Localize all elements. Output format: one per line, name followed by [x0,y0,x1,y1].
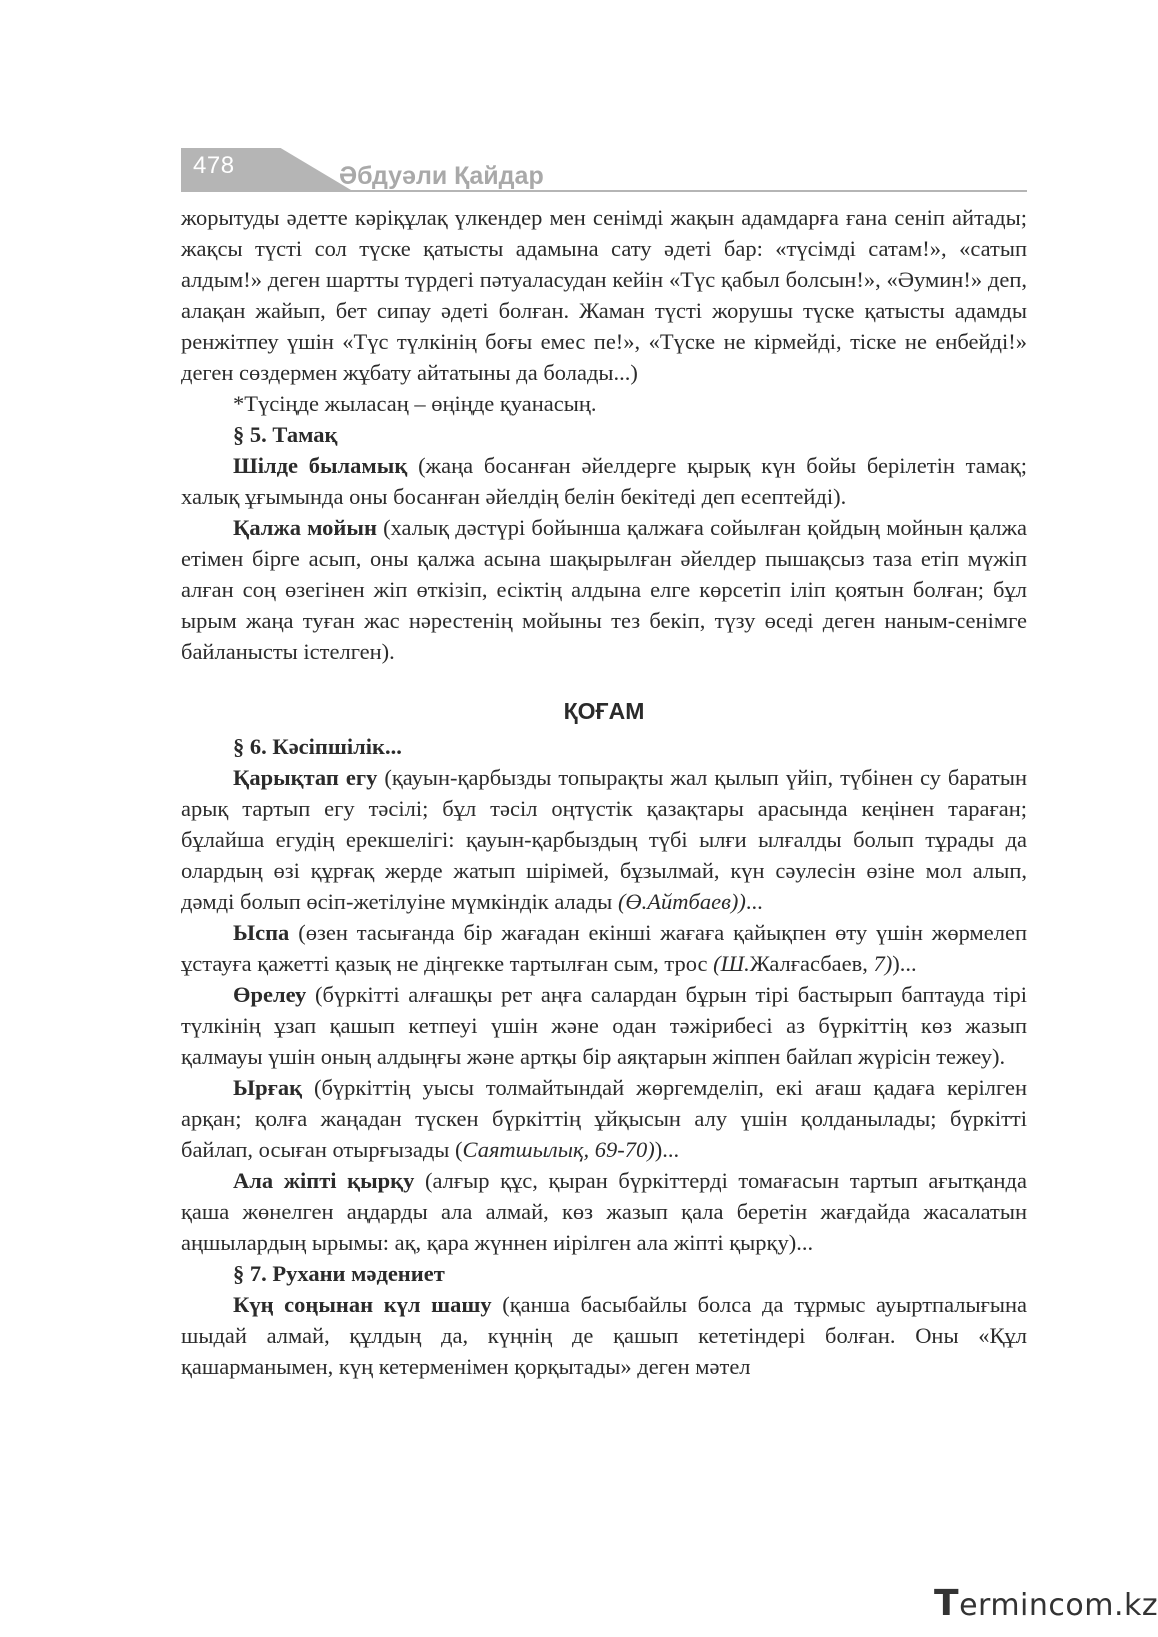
entry-term: Ырғақ [233,1075,303,1100]
entry-term: Шілде быламық [233,453,408,478]
page-body [181,202,1027,1382]
paragraph: жорытуды әдетте кәріқұлақ үлкендер мен сенімді жақын адамдарға ғана сеніп айтады; жақсы түсті сол түске қатысты адамына сату әдеті бар: «түсімді сатам!», «сатып алдым!» деген шартты түрдегі пәтуаласудан кейін «Түс қабыл болсын!», «Әумин!» деп, алақан жайып, бет сипау әдеті болған. Жаман түсті жорушы түске қатысты адамды ренжітпеу үшін «Түс түлкінің боғы емес пе!», «Түске не кірмейді, тіске не енбейді!» деген сөздермен жұбату айтатыны да болады...) [181,205,1027,385]
entry-paragraph: Күң соңынан күл шашу (қанша басыбайлы болса да тұрмыс ауыртпалығына шыдай алмай, құлдың да, күңнің де қашып кететіндері болған. Оны «Құл қашарманымен, күң кетерменімен қорқытады» деген мәтел [181,1292,1027,1379]
entry-paragraph: Ыспа (өзен тасығанда бір жағадан екінші жағаға қайықпен өту үшін жөрмелеп ұстауға қажетті қазық не діңгекке тартылған сым, трос (Ш.Жалғасбаев, 7))... [181,920,1027,976]
entry-term: Қалжа мойын [233,515,377,540]
running-header [181,148,1027,196]
section-title: ҚОҒАМ [563,698,645,724]
entry-term: Ыспа [233,920,290,945]
entry-paragraph: Ала жіпті қырқу (алғыр құс, қыран бүркіттерді томағасын тартып ағытқанда қаша жөнелген аңдарды ала алмай, көз жазып қала беретін жағдайда жасалатын аңшылардың ырымы: ақ, қара жүннен иірілген ала жіпті қырқу)... [181,1168,1027,1255]
entry-term: Өрелеу [233,982,307,1007]
entry-term: Ала жіпті қырқу [233,1168,415,1193]
subsection-heading: § 7. Рухани мәдениет [233,1261,445,1286]
header-rule [181,190,1027,192]
subsection-heading: § 5. Тамақ [233,422,338,447]
page-number: 478 [193,152,235,179]
paragraph-proverb: *Түсіңде жыласаң – өңіңде қуанасың. [233,391,597,416]
entry-paragraph: Ырғақ (бүркіттің уысы толмайтындай жөргемделіп, екі ағаш қадаға керілген арқан; қолға жаңадан түскен бүркіттің ұйқысын алу үшін қолданылады; бүркітті байлап, осыған отырғызады (Саятшылық, 69-70))... [181,1075,1027,1162]
subsection-heading: § 6. Кәсіпшілік... [233,734,402,759]
entry-term: Күң соңынан күл шашу [233,1292,492,1317]
entry-paragraph: Өрелеу (бүркітті алғашқы рет аңға салардан бұрын тірі бастырып баптауда тірі түлкінің ұзап қашып кетпеуі үшін және одан тәжірибесі аз бүркіттің көз жазып қалмауы үшін оның алдыңғы және артқы бір аяқтарын жіппен байлап жүрісін тежеу). [181,982,1027,1069]
running-title: Әбдуәли Қайдар [339,162,544,190]
site-watermark: Termincom.kz [934,1583,1158,1624]
entry-paragraph: Қалжа мойын (халық дәстүрі бойынша қалжаға сойылған қойдың мойнын қалжа етімен бірге асып, оны қалжа асына шақырылған әйелдер пышақсыз таза етіп мүжіп алған соң өзегінен жіп өткізіп, есіктің алдына елге көрсетіп іліп қоятын болған; бұл ырым жаңа туған жас нәрестенің мойыны тез бекіп, түзу өседі деген наным-сенімге байланысты істелген). [181,515,1027,664]
entry-term: Қарықтап егу [233,765,378,790]
entry-paragraph: Қарықтап егу (қауын-қарбызды топырақты жал қылып үйіп, түбінен су баратын арық тартып егу тәсілі; бұл тәсіл оңтүстік қазақтары арасында кеңінен тараған; бұлайша егудің ерекшелігі: қауын-қарбыздың түбі ылғи ылғалды болып тұрады да олардың өзі құрғақ жерде жатып шірімей, бұзылмай, күн сәулесін өзіне мол алып, дәмді болып өсіп-жетілуіне мүмкіндік алады (Ө.Айтбаев))... [181,765,1028,914]
entry-paragraph: Шілде быламық (жаңа босанған әйелдерге қырық күн бойы берілетін тамақ; халық ұғымында оны босанған әйелдің белін бекітеді деп есептейді). [181,453,1028,509]
